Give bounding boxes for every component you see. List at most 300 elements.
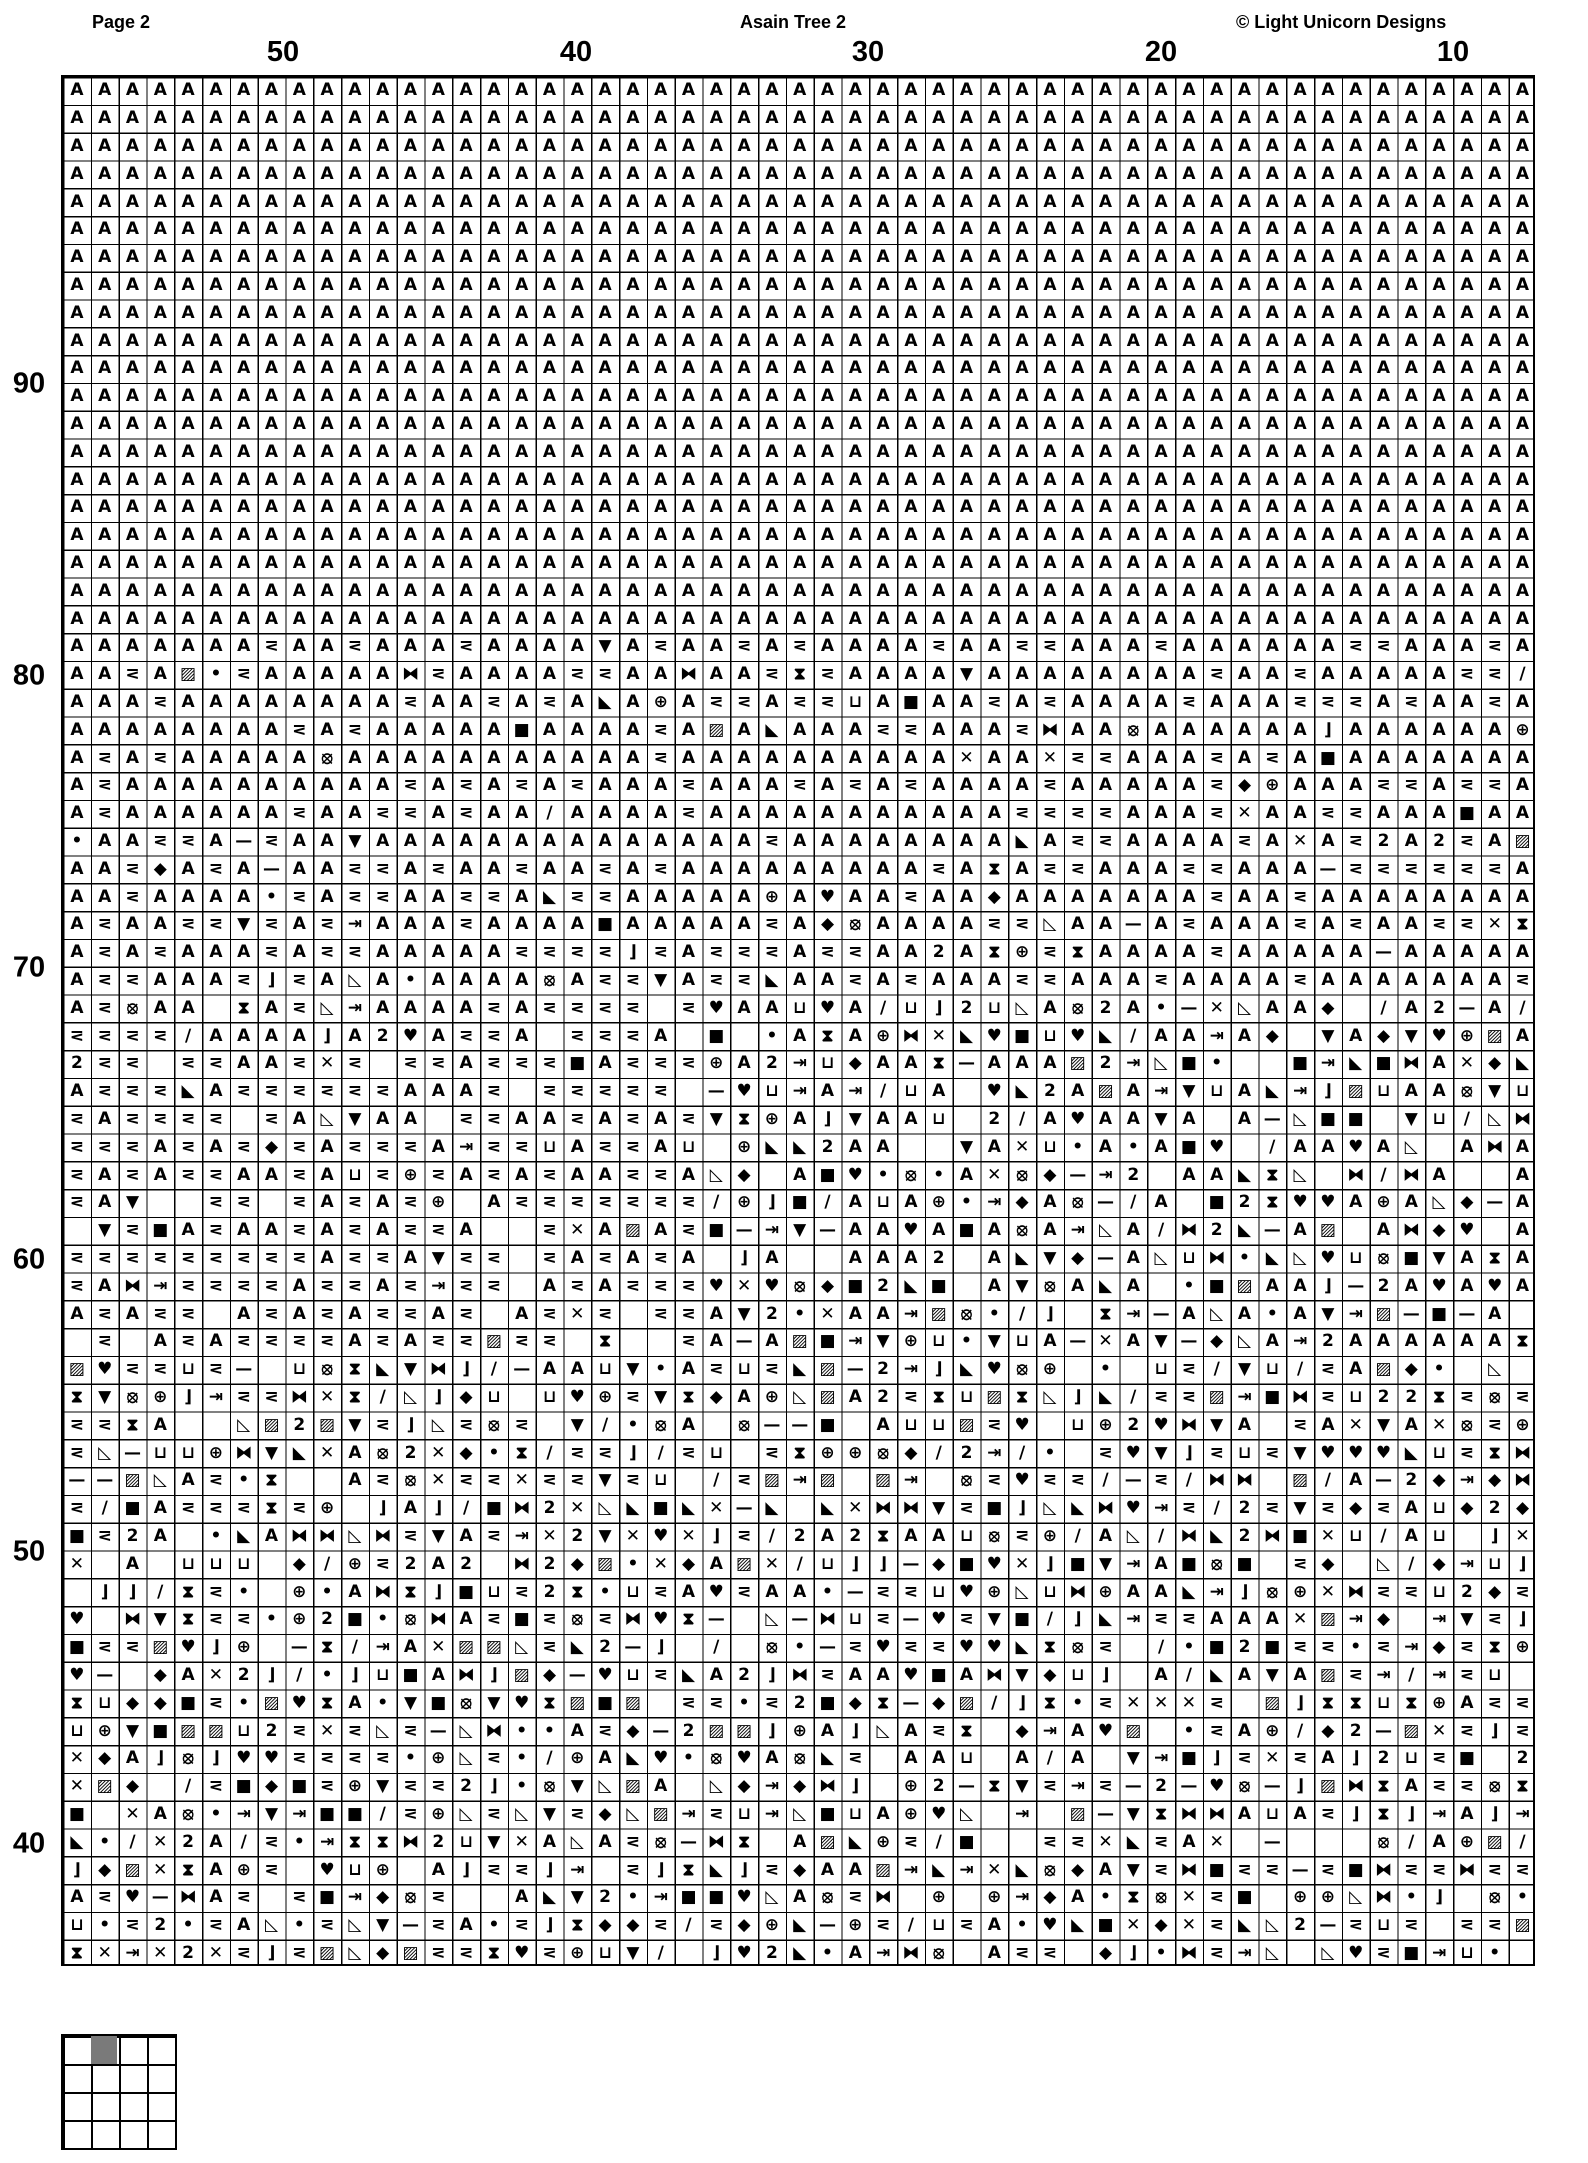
stitch-cell: ⊔ <box>1432 1442 1446 1463</box>
stitch-cell: A <box>848 803 862 824</box>
stitch-cell: • <box>1044 1442 1056 1463</box>
stitch-cell: ⋜ <box>764 942 780 963</box>
stitch-cell: • <box>210 664 222 685</box>
stitch-cell: A <box>654 830 668 851</box>
stitch-cell: ⋜ <box>1265 747 1280 768</box>
stitch-cell: ⋜ <box>208 1164 224 1185</box>
stitch-cell: ♥ <box>1292 1192 1308 1213</box>
stitch-cell: ∕ <box>1408 1664 1415 1685</box>
stitch-cell: ⋜ <box>597 969 613 990</box>
stitch-cell: A <box>654 247 668 268</box>
stitch-cell: A <box>932 914 946 935</box>
stitch-cell: A <box>598 552 612 573</box>
stitch-cell: ⋜ <box>764 1442 780 1463</box>
stitch-cell: A <box>431 636 445 657</box>
stitch-cell: A <box>431 1025 445 1046</box>
stitch-cell: A <box>403 1498 418 1519</box>
stitch-cell: ⦻ <box>488 1414 500 1435</box>
stitch-cell: ■ <box>958 1553 975 1574</box>
stitch-cell: ⇥ <box>764 1776 780 1797</box>
stitch-cell: A <box>1210 691 1224 712</box>
stitch-cell: — <box>513 1359 531 1380</box>
stitch-cell: ⧓ <box>1291 1386 1309 1407</box>
stitch-cell: A <box>598 163 612 184</box>
stitch-cell: A <box>1237 469 1252 490</box>
stitch-cell: ⋜ <box>514 1053 529 1074</box>
stitch-cell: — <box>791 1609 809 1630</box>
stitch-cell: ⊔ <box>1432 1525 1446 1546</box>
stitch-cell: A <box>904 1053 918 1074</box>
stitch-cell: A <box>1515 608 1530 629</box>
stitch-cell: ⧓ <box>1180 1942 1198 1963</box>
stitch-cell: ■ <box>152 1720 169 1741</box>
stitch-cell: A <box>264 552 279 573</box>
stitch-cell: A <box>820 1720 835 1741</box>
stitch-cell: ⋜ <box>653 1247 668 1268</box>
stitch-cell: ∕ <box>1130 1025 1137 1046</box>
stitch-cell: — <box>68 1470 86 1491</box>
stitch-cell: A <box>431 247 445 268</box>
stitch-cell: A <box>153 441 167 462</box>
stitch-cell: A <box>737 163 751 184</box>
stitch-cell: A <box>264 219 279 240</box>
stitch-cell: ⇥ <box>764 1803 780 1824</box>
stitch-cell: A <box>1182 302 1196 323</box>
stitch-cell: A <box>98 830 112 851</box>
stitch-cell: ⋜ <box>1042 1776 1058 1797</box>
stitch-cell: A <box>348 274 362 295</box>
stitch-cell: A <box>1237 719 1252 740</box>
stitch-cell: ▼ <box>237 914 251 935</box>
stitch-cell: A <box>793 942 807 963</box>
stitch-cell: ◺ <box>1237 1331 1252 1352</box>
stitch-cell: A <box>1015 469 1029 490</box>
stitch-cell: ⋜ <box>1404 775 1419 796</box>
stitch-cell: A <box>348 358 362 379</box>
stitch-cell: A <box>1404 1414 1418 1435</box>
stitch-cell: ∕ <box>379 1386 386 1407</box>
stitch-cell: — <box>96 1664 114 1685</box>
stitch-cell: A <box>681 108 696 129</box>
stitch-cell: • <box>210 1803 222 1824</box>
stitch-cell: A <box>237 747 251 768</box>
stitch-cell: A <box>1515 1220 1530 1241</box>
stitch-cell: ▨ <box>1097 1081 1114 1102</box>
stitch-cell: 2 <box>1238 1192 1251 1213</box>
stitch-cell: A <box>515 302 529 323</box>
stitch-cell: A <box>153 1414 167 1435</box>
stitch-cell: ■ <box>708 1220 725 1241</box>
stitch-cell: ⋜ <box>208 1609 224 1630</box>
stitch-cell: • <box>627 1414 639 1435</box>
stitch-cell: A <box>932 525 946 546</box>
stitch-cell: A <box>292 1025 306 1046</box>
stitch-cell: A <box>1488 497 1502 518</box>
stitch-cell: A <box>1182 191 1196 212</box>
stitch-cell: A <box>1126 969 1140 990</box>
stitch-cell <box>146 1050 174 1078</box>
stitch-cell: A <box>1015 386 1029 407</box>
stitch-cell: A <box>876 691 890 712</box>
stitch-cell: A <box>1404 942 1418 963</box>
stitch-cell: • <box>238 1581 250 1602</box>
stitch-cell: A <box>1182 274 1196 295</box>
stitch-cell: ▼ <box>932 1498 946 1519</box>
stitch-cell: A <box>125 302 140 323</box>
stitch-cell: A <box>1515 108 1530 129</box>
stitch-cell: 2 <box>1377 830 1390 851</box>
stitch-cell: ⋜ <box>1487 664 1502 685</box>
stitch-cell: A <box>876 358 890 379</box>
stitch-cell: ⋜ <box>97 969 112 990</box>
stitch-cell <box>480 1884 508 1912</box>
stitch-cell: ⊔ <box>1348 1386 1363 1407</box>
stitch-cell: 2 <box>1099 1053 1112 1074</box>
stitch-cell: ◆ <box>1404 1359 1418 1380</box>
stitch-cell: A <box>737 1053 751 1074</box>
stitch-cell: ✕ <box>97 1942 112 1963</box>
stitch-cell <box>202 994 230 1022</box>
stitch-cell: ⋜ <box>486 1609 502 1630</box>
stitch-cell: A <box>1515 1136 1530 1157</box>
stitch-cell: A <box>1404 163 1418 184</box>
stitch-cell: A <box>1265 969 1279 990</box>
stitch-cell: ⋜ <box>97 1637 112 1658</box>
stitch-cell: ▨ <box>1375 1359 1392 1380</box>
stitch-cell: A <box>765 580 779 601</box>
stitch-cell: ▼ <box>709 1108 723 1129</box>
stitch-cell: ◣ <box>542 1887 557 1908</box>
stitch-cell: A <box>737 386 751 407</box>
stitch-cell: A <box>876 1108 890 1129</box>
stitch-cell: ⧗ <box>126 1414 139 1435</box>
stitch-cell: ✕ <box>1459 1053 1475 1074</box>
stitch-cell <box>1258 1411 1286 1439</box>
stitch-cell: ⋜ <box>987 1414 1002 1435</box>
stitch-cell: ■ <box>1180 1053 1197 1074</box>
stitch-cell: ■ <box>68 1525 85 1546</box>
stitch-cell: A <box>1265 664 1279 685</box>
stitch-cell: ◺ <box>459 1748 473 1769</box>
stitch-cell: A <box>70 997 84 1018</box>
stitch-cell: A <box>376 247 390 268</box>
stitch-cell: A <box>709 108 723 129</box>
stitch-cell: ◣ <box>181 1081 195 1102</box>
stitch-cell: ✕ <box>69 1553 85 1574</box>
stitch-cell: A <box>181 803 195 824</box>
stitch-cell: A <box>570 219 584 240</box>
stitch-cell: ◆ <box>1460 1498 1474 1519</box>
stitch-cell: A <box>654 664 668 685</box>
stitch-cell: ⦻ <box>1377 1831 1390 1852</box>
stitch-cell: ⋜ <box>403 1720 418 1741</box>
stitch-cell: A <box>1404 247 1418 268</box>
stitch-cell: ⋜ <box>1459 1442 1475 1463</box>
stitch-cell: A <box>904 830 918 851</box>
stitch-cell: A <box>1154 691 1168 712</box>
stitch-cell: A <box>820 191 835 212</box>
stitch-cell: A <box>1265 441 1279 462</box>
chart-title: Asain Tree 2 <box>740 12 847 32</box>
stitch-cell <box>647 1328 675 1356</box>
stitch-cell: ⧗ <box>1016 1386 1029 1407</box>
stitch-cell: ▼ <box>959 1136 974 1157</box>
stitch-cell: ⊔ <box>1043 1025 1057 1046</box>
stitch-cell: A <box>820 497 835 518</box>
stitch-cell: A <box>209 1081 223 1102</box>
stitch-cell: 2 <box>877 1359 889 1380</box>
stitch-cell: ∕ <box>101 1498 108 1519</box>
stitch-cell: ⋜ <box>180 1331 196 1352</box>
stitch-cell: A <box>348 1470 362 1491</box>
stitch-cell: ⊕ <box>820 1442 835 1463</box>
stitch-cell: A <box>1293 247 1307 268</box>
stitch-cell: A <box>181 135 195 156</box>
stitch-cell: A <box>1432 358 1446 379</box>
stitch-cell: ♥ <box>653 1525 669 1546</box>
stitch-cell: A <box>1293 413 1307 434</box>
stitch-cell: ⇥ <box>1292 1331 1308 1352</box>
stitch-cell: A <box>1376 135 1391 156</box>
stitch-cell: A <box>848 719 862 740</box>
stitch-cell <box>702 1245 730 1273</box>
stitch-cell: A <box>98 163 112 184</box>
stitch-cell: A <box>570 386 584 407</box>
stitch-cell: ▼ <box>1321 1025 1335 1046</box>
stitch-cell: A <box>237 191 251 212</box>
stitch-cell: ◣ <box>570 1637 584 1658</box>
stitch-cell: ♥ <box>1209 1136 1225 1157</box>
stitch-cell: A <box>793 552 807 573</box>
stitch-cell: ⊔ <box>542 1386 557 1407</box>
stitch-cell: A <box>904 580 918 601</box>
stitch-cell: ⦻ <box>933 1942 945 1963</box>
stitch-cell: A <box>376 664 390 685</box>
stitch-cell: A <box>292 1275 306 1296</box>
stitch-cell: A <box>320 719 334 740</box>
stitch-cell: ⋜ <box>1376 858 1391 879</box>
stitch-cell: A <box>459 330 473 351</box>
stitch-cell: A <box>153 580 167 601</box>
stitch-cell: ⌋ <box>434 1581 443 1602</box>
stitch-cell: A <box>542 497 557 518</box>
stitch-cell: ⧓ <box>818 1776 836 1797</box>
stitch-cell: ◆ <box>793 1859 807 1880</box>
stitch-cell: ⊕ <box>431 1192 446 1213</box>
stitch-cell: A <box>125 441 140 462</box>
stitch-cell: A <box>848 330 862 351</box>
stitch-cell: A <box>431 1664 445 1685</box>
stitch-cell: A <box>1460 80 1474 101</box>
stitch-cell: ⌋ <box>1351 1803 1360 1824</box>
stitch-cell: A <box>654 525 668 546</box>
stitch-cell: A <box>820 969 835 990</box>
stitch-cell: ⧗ <box>793 1442 806 1463</box>
stitch-cell: A <box>181 497 195 518</box>
stitch-cell: ⋜ <box>125 1359 140 1380</box>
stitch-cell: A <box>1404 1776 1418 1797</box>
stitch-cell: A <box>403 80 418 101</box>
stitch-cell: A <box>987 330 1001 351</box>
stitch-cell: ⋜ <box>709 691 724 712</box>
stitch-cell: A <box>793 747 807 768</box>
stitch-cell: A <box>237 441 251 462</box>
stitch-cell: 2 <box>1377 1748 1390 1769</box>
stitch-cell: ⋜ <box>69 1247 85 1268</box>
stitch-cell: A <box>959 413 974 434</box>
stitch-cell: A <box>959 636 974 657</box>
stitch-cell: A <box>403 219 418 240</box>
stitch-cell: ⋜ <box>903 719 919 740</box>
stitch-cell: ⊔ <box>653 1470 668 1491</box>
stitch-cell: ⊔ <box>1154 1359 1168 1380</box>
stitch-cell: A <box>1043 191 1057 212</box>
stitch-cell: A <box>1182 163 1196 184</box>
stitch-cell: ⋜ <box>153 1247 168 1268</box>
stitch-cell: ✕ <box>319 1053 335 1074</box>
stitch-cell: ■ <box>930 1664 947 1685</box>
stitch-cell: ▼ <box>1460 1609 1474 1630</box>
stitch-cell: A <box>264 1525 279 1546</box>
stitch-cell: A <box>570 636 584 657</box>
stitch-cell: A <box>598 247 612 268</box>
stitch-cell: ⊔ <box>181 1553 195 1574</box>
stitch-cell: A <box>237 1303 251 1324</box>
stitch-cell: A <box>1098 302 1113 323</box>
stitch-cell: ⊔ <box>904 1081 918 1102</box>
stitch-cell: ⇥ <box>236 1803 251 1824</box>
stitch-cell: ⧓ <box>707 1831 725 1852</box>
stitch-cell: A <box>1098 386 1113 407</box>
stitch-cell: ♥ <box>986 1025 1002 1046</box>
stitch-cell: A <box>1015 219 1029 240</box>
stitch-cell: ◺ <box>1293 1164 1307 1185</box>
stitch-cell: A <box>431 608 445 629</box>
stitch-cell: ◆ <box>626 1720 640 1741</box>
stitch-cell: ⋜ <box>264 1331 279 1352</box>
stitch-cell: ⧓ <box>401 664 419 685</box>
stitch-cell: ◣ <box>709 1859 723 1880</box>
stitch-cell: A <box>959 914 974 935</box>
stitch-cell: ⊔ <box>1043 1136 1057 1157</box>
stitch-cell: A <box>1126 413 1140 434</box>
stitch-cell: ▨ <box>1514 1915 1531 1936</box>
stitch-cell <box>897 1133 925 1161</box>
stitch-cell: A <box>1154 469 1168 490</box>
stitch-cell: 2 <box>460 1553 472 1574</box>
stitch-cell: ∕ <box>796 1553 803 1574</box>
stitch-cell: A <box>348 191 362 212</box>
stitch-cell: ◣ <box>376 1359 390 1380</box>
stitch-cell: ⋜ <box>903 1831 919 1852</box>
stitch-cell: A <box>709 163 723 184</box>
stitch-cell: ◆ <box>1321 1720 1335 1741</box>
stitch-cell: A <box>626 469 640 490</box>
stitch-cell: A <box>431 274 445 295</box>
stitch-cell: ⋜ <box>1459 1386 1475 1407</box>
stitch-cell: A <box>1182 1303 1196 1324</box>
stitch-cell: ∕ <box>1157 1637 1165 1658</box>
stitch-cell: A <box>1126 219 1140 240</box>
stitch-cell: ⋜ <box>1515 1386 1530 1407</box>
stitch-cell: ⊔ <box>70 1915 84 1936</box>
stitch-cell: A <box>1182 664 1196 685</box>
stitch-cell: A <box>1460 719 1474 740</box>
stitch-cell: A <box>570 608 584 629</box>
stitch-cell: A <box>125 108 140 129</box>
stitch-cell: ⋜ <box>292 1331 307 1352</box>
stitch-cell: A <box>1043 664 1057 685</box>
stitch-cell: A <box>459 497 473 518</box>
stitch-cell: A <box>403 886 418 907</box>
stitch-cell: ⋜ <box>1459 830 1475 851</box>
stitch-cell: A <box>1376 914 1391 935</box>
stitch-cell: A <box>98 858 112 879</box>
stitch-cell: ▨ <box>124 1859 141 1880</box>
stitch-cell: ✕ <box>542 1525 557 1546</box>
stitch-cell: A <box>459 135 473 156</box>
stitch-cell <box>647 1689 675 1717</box>
stitch-cell: ⋜ <box>375 1470 390 1491</box>
stitch-cell: A <box>70 552 84 573</box>
stitch-cell: A <box>1237 1081 1252 1102</box>
stitch-cell: ⋜ <box>347 886 363 907</box>
stitch-cell: A <box>765 552 779 573</box>
stitch-cell: A <box>820 775 835 796</box>
stitch-cell: ⋜ <box>125 1915 140 1936</box>
stitch-cell: A <box>1376 80 1391 101</box>
stitch-cell: ⋜ <box>542 1220 557 1241</box>
stitch-cell: 2 <box>1516 1748 1529 1769</box>
stitch-cell: A <box>264 608 279 629</box>
stitch-cell: A <box>1432 580 1446 601</box>
stitch-cell: ⧗ <box>237 997 250 1018</box>
stitch-cell: ▼ <box>153 1609 167 1630</box>
stitch-cell: A <box>1126 803 1140 824</box>
stitch-cell: A <box>153 552 167 573</box>
stitch-cell: A <box>1488 942 1502 963</box>
stitch-cell: A <box>264 747 279 768</box>
stitch-cell: A <box>654 1136 668 1157</box>
stitch-cell: A <box>932 552 946 573</box>
stitch-cell: A <box>1182 497 1196 518</box>
stitch-cell: — <box>568 1664 586 1685</box>
stitch-cell: • <box>655 1359 667 1380</box>
stitch-cell: ✕ <box>1237 803 1252 824</box>
stitch-cell: A <box>820 719 835 740</box>
stitch-cell: ⋜ <box>570 942 585 963</box>
stitch-cell: ⋜ <box>292 803 307 824</box>
stitch-cell: ⋜ <box>1209 664 1224 685</box>
stitch-cell: ⦻ <box>182 1803 194 1824</box>
stitch-cell: ■ <box>402 1664 419 1685</box>
stitch-cell: ⋜ <box>292 1192 307 1213</box>
stitch-cell: A <box>376 580 390 601</box>
stitch-cell: A <box>987 1247 1001 1268</box>
stitch-cell: ⋜ <box>597 1192 613 1213</box>
stitch-cell: ⊕ <box>764 1386 780 1407</box>
stitch-cell: A <box>1404 552 1418 573</box>
stitch-cell: A <box>1237 247 1252 268</box>
stitch-cell: A <box>459 608 473 629</box>
stitch-cell: ⋜ <box>1348 1664 1363 1685</box>
stitch-cell: ⊔ <box>1237 1442 1252 1463</box>
stitch-cell: A <box>1098 942 1113 963</box>
stitch-cell: A <box>292 302 306 323</box>
stitch-cell: A <box>1043 580 1057 601</box>
stitch-cell: A <box>626 552 640 573</box>
stitch-cell: A <box>292 274 306 295</box>
